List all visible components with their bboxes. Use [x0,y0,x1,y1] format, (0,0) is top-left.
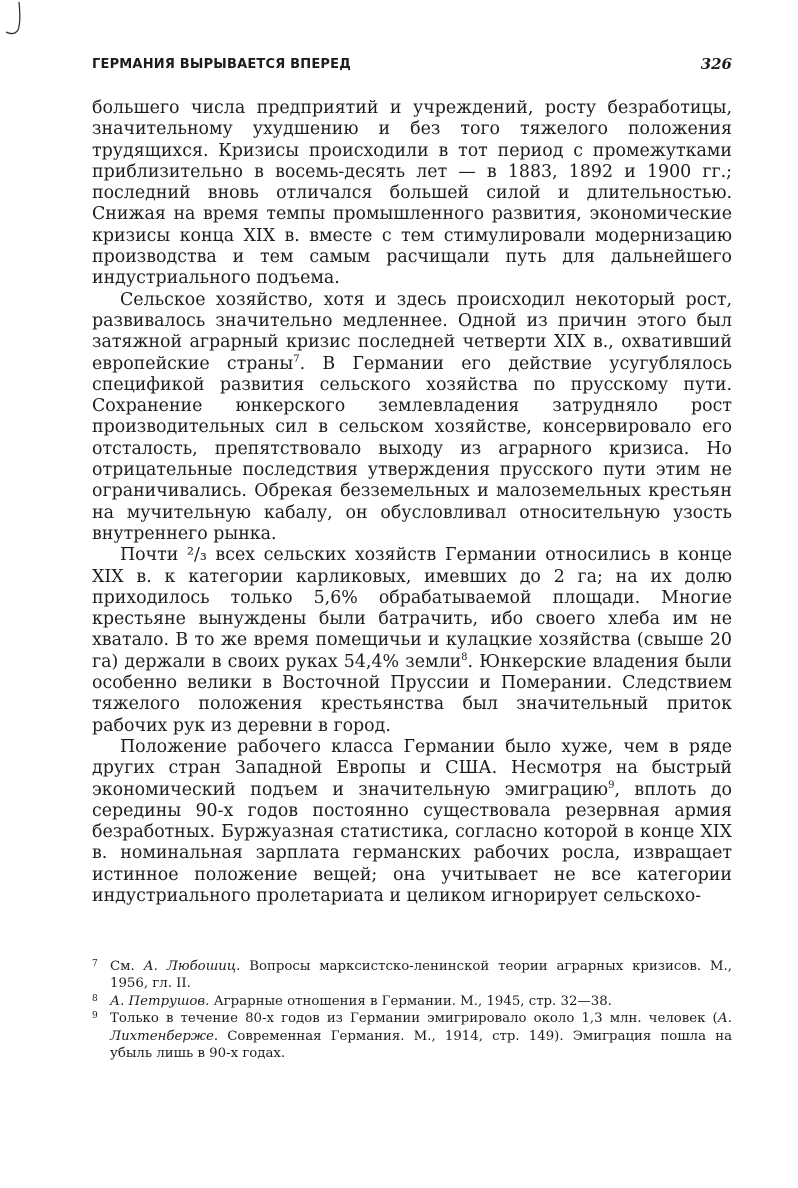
footnote-ref-9: 9 [608,779,615,791]
paragraph-1: большего числа предприятий и учреждений, росту безработицы, значительному ухудшению и без того тяжелого положения трудящихся. Кризисы происходили в тот период с промежутками приблизительно в восемь-десять лет — в 1883, 1892 и 1900 гг.; последний вновь отличался большей силой и длительностью. Снижая на время темпы промышленного развития, экономические кризисы конца XIX в. вместе с тем стимулировали модернизацию производства и тем самым расчищали путь для дальнейшего индустриального подъема. [92,98,732,289]
running-title: ГЕРМАНИЯ ВЫРЫВАЕТСЯ ВПЕРЕД [92,57,352,72]
paragraph-3: Почти ²/₃ всех сельских хозяйств Германии относились в конце XIX в. к категории карликовых, имевших до 2 га; на их долю приходилось только 5,6% обрабатываемой площади. Многие крестьяне вынуждены были батрачить, ибо своего хлеба им не хватало. В то же время помещичьи и кулацкие хозяйства (свыше 20 га) держали в своих руках 54,4% земли$^8$. Юнкерские владения были особенно велики в Восточной Пруссии и Померании. Следствием тяжелого положения крестьянства был значительный приток рабочих рук из деревни в город. [92,545,732,736]
footnote-8: 8 А. Петрушов. Аграрные отношения в Германии. М., 1945, стр. 32—38. [92,993,612,1009]
fraction: ²/₃ [186,545,207,566]
footnote-number: 8 [92,993,98,1004]
footnote-number: 7 [92,959,98,969]
footnote-author: А. Петрушов. [110,993,210,1009]
pencil-check-mark [2,0,42,40]
main-text [92,98,732,907]
footnote-ref-7: 7 [293,353,300,365]
footnote-ref-8: 8 [461,651,468,663]
footnote-7: 7 См. А. Любошиц. Вопросы марксистско-ленинской теории аграрных кризисов. М., 1956, гл. II. [92,959,732,992]
footnote-author: А. Лихтенберже. [110,1011,732,1044]
footnote-number: 9 [92,1011,98,1022]
page-number: 326 [700,55,732,73]
footnote-9: 9 Только в течение 80-х годов из Германии эмигрировало около 1,3 млн. человек (А. Лихтенберже. Современная Германия. М., 1914, стр. 149). Эмиграция пошла на убыль лишь в 90-х годах. [92,1011,732,1062]
paragraph-4: Положение рабочего класса Германии было хуже, чем в ряде других стран Западной Европы и США. Несмотря на быстрый экономический подъем и значительную эмиграцию$^9$, вплоть до середины 90-х годов постоянно существовала резервная армия безработных. Буржуазная статистика, согласно которой в конце XIX в. номинальная зарплата германских рабочих росла, извращает истинное положение вещей; она учитывает не все категории индустриального пролетариата и целиком игнорирует сельскохо- [92,736,732,906]
page-header [92,55,732,77]
paragraph-2: Сельское хозяйство, хотя и здесь происходил некоторый рост, развивалось значительно медленнее. Одной из причин этого был затяжной аграрный кризис последней четверти XIX в., охвативший европейские страны$^7$. В Германии его действие усугублялось спецификой развития сельского хозяйства по прусскому пути. Сохранение юнкерского землевладения затрудняло рост производительных сил в сельском хозяйстве, консервировало его отсталость, препятствовало выходу из аграрного кризиса. Но отрицательные последствия утверждения прусского пути этим не ограничивались. Обрекая безземельных и малоземельных крестьян на мучительную кабалу, он обусловливал относительную узость внутреннего рынка. [92,289,732,544]
footnotes [92,958,732,1062]
footnote-author: А. Любошиц. [143,959,241,974]
